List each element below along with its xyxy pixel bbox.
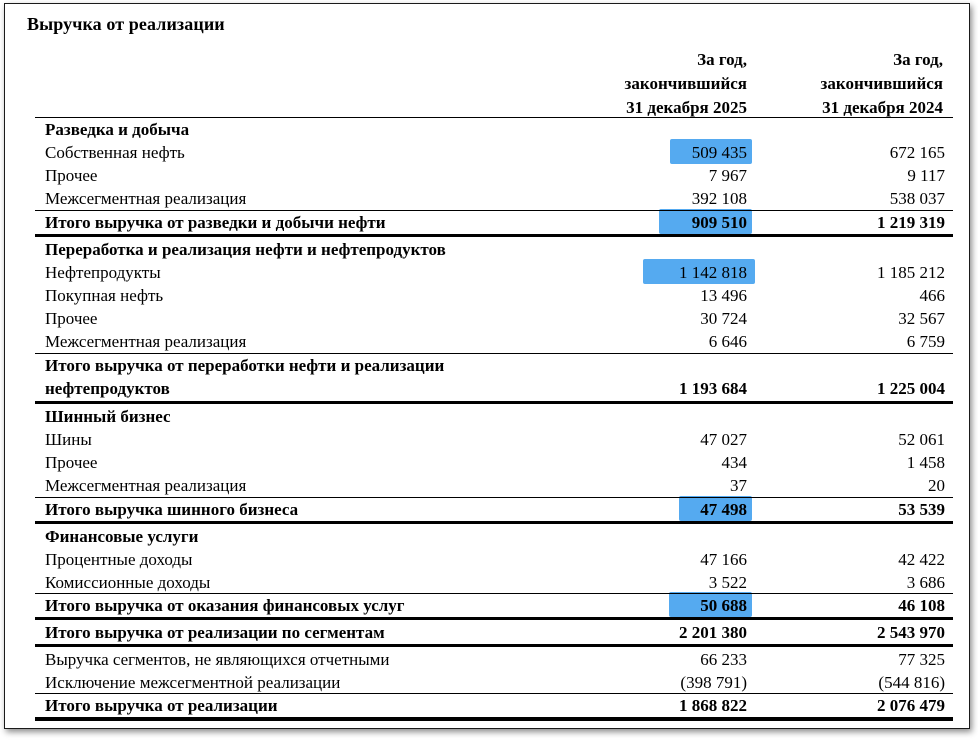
table-row: Покупная нефть 13 496 466 xyxy=(45,286,945,305)
table-row: Шины 47 027 52 061 xyxy=(45,430,945,449)
section-divider xyxy=(35,234,953,237)
grand-total-row: Итого выручка от реализации 1 868 822 2 076 479 xyxy=(45,696,945,715)
total-row-segments: Итого выручка от реализации по сегментам 2 201 380 2 543 970 xyxy=(45,623,945,642)
total-row-finance: Итого выручка от оказания финансовых услуг 50 688 46 108 xyxy=(45,596,945,615)
total-row-exploration: Итого выручка от разведки и добычи нефти 909 510 1 219 319 xyxy=(45,213,945,232)
table-row: Нефтепродукты 1 142 818 1 185 212 xyxy=(45,263,945,282)
total-row-refining-line1: Итого выручка от переработки нефти и реализации xyxy=(45,356,445,375)
section-divider xyxy=(35,644,953,647)
column-header-2025: За год, закончившийся 31 декабря 2025 xyxy=(624,50,747,117)
table-row: Прочее 7 967 9 117 xyxy=(45,166,945,185)
section-heading-exploration: Разведка и добыча xyxy=(45,120,190,139)
total-row-refining: нефтепродуктов 1 193 684 1 225 004 xyxy=(45,379,945,398)
section-heading-tires: Шинный бизнес xyxy=(45,407,171,426)
table-row: Межсегментная реализация 6 646 6 759 xyxy=(45,332,945,351)
table-row: Исключение межсегментной реализации (398 791) (544 816) xyxy=(45,673,945,692)
section-divider xyxy=(35,521,953,524)
table-row: Выручка сегментов, не являющихся отчетными 66 233 77 325 xyxy=(45,650,945,669)
section-heading-finance: Финансовые услуги xyxy=(45,527,199,546)
table-row: Процентные доходы 47 166 42 422 xyxy=(45,550,945,569)
total-row-tires: Итого выручка шинного бизнеса 47 498 53 539 xyxy=(45,500,945,519)
table-row: Собственная нефть 509 435 672 165 xyxy=(45,143,945,162)
table-row: Межсегментная реализация 37 20 xyxy=(45,476,945,495)
table-title: Выручка от реализации xyxy=(27,14,225,34)
section-heading-refining: Переработка и реализация нефти и нефтепродуктов xyxy=(45,240,446,259)
bottom-double-rule xyxy=(35,717,953,721)
table-row: Прочее 434 1 458 xyxy=(45,453,945,472)
table-row: Межсегментная реализация 392 108 538 037 xyxy=(45,189,945,208)
table-row: Прочее 30 724 32 567 xyxy=(45,309,945,328)
section-divider xyxy=(35,401,953,404)
column-header-2024: За год, закончившийся 31 декабря 2024 xyxy=(820,50,943,117)
section-divider xyxy=(35,617,953,620)
table-row: Комиссионные доходы 3 522 3 686 xyxy=(45,573,945,592)
statement-frame xyxy=(4,3,970,729)
